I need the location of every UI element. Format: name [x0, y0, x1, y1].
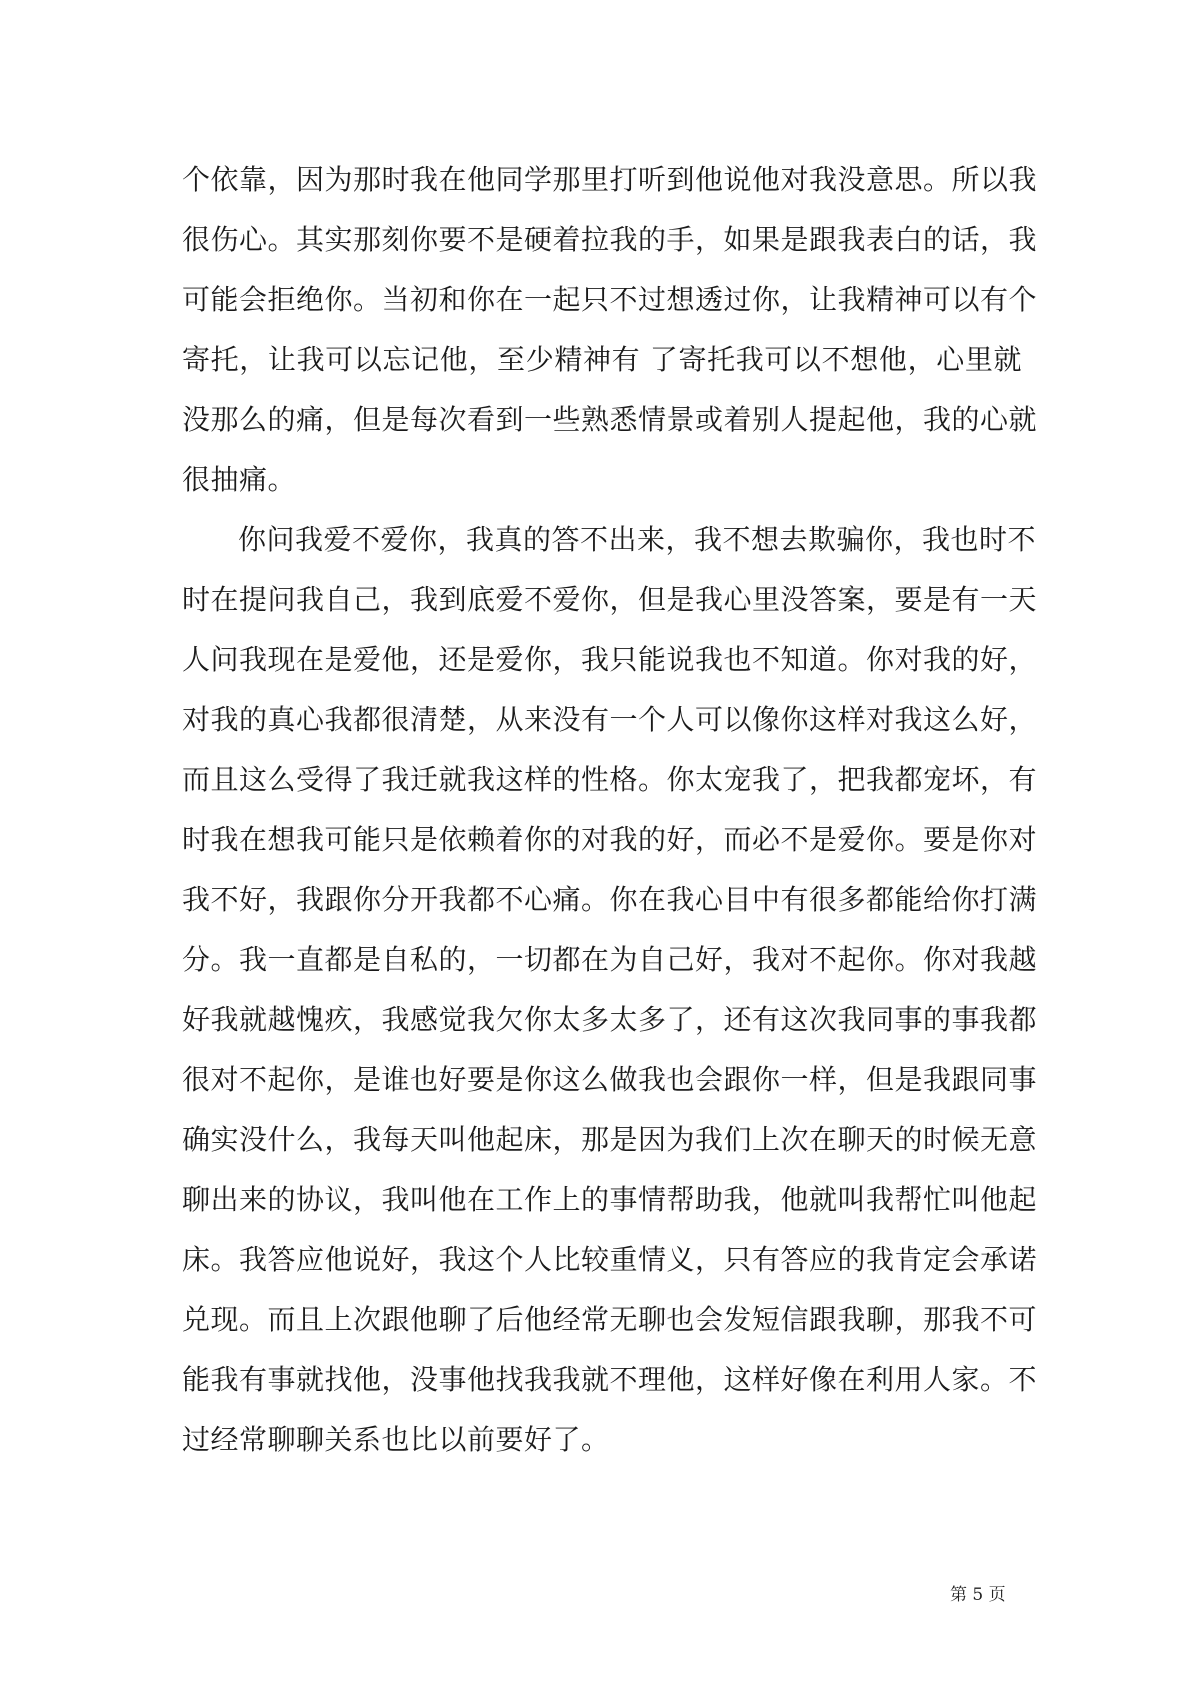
text-line: 好我就越愧疚，我感觉我欠你太多太多了，还有这次我同事的事我都: [182, 1003, 1038, 1036]
text-line: 个依靠，因为那时我在他同学那里打听到他说他对我没意思。所以我: [182, 163, 1038, 196]
text-line: 床。我答应他说好，我这个人比较重情义，只有答应的我肯定会承诺: [182, 1243, 1038, 1276]
text-line: 很抽痛。: [182, 463, 297, 496]
text-line: 过经常聊聊关系也比以前要好了。: [182, 1423, 610, 1456]
text-line: 人问我现在是爱他，还是爱你，我只能说我也不知道。你对我的好，: [182, 643, 1038, 676]
paragraph-2: [182, 510, 1038, 1470]
text-line: 没那么的痛，但是每次看到一些熟悉情景或着别人提起他，我的心就: [182, 403, 1038, 436]
text-line: 你问我爱不爱你，我真的答不出来，我不想去欺骗你，我也时不: [238, 523, 1037, 556]
text-line: 时我在想我可能只是依赖着你的对我的好，而必不是爱你。要是你对: [182, 823, 1038, 856]
document-body: [182, 150, 1038, 1470]
text-line: 可能会拒绝你。当初和你在一起只不过想透过你，让我精神可以有个: [182, 283, 1038, 316]
text-line: 很对不起你，是谁也好要是你这么做我也会跟你一样，但是我跟同事: [182, 1063, 1038, 1096]
page-number: 第 5 页: [950, 1585, 1006, 1605]
text-line: 对我的真心我都很清楚，从来没有一个人可以像你这样对我这么好，: [182, 703, 1038, 736]
text-line: 而且这么受得了我迁就我这样的性格。你太宠我了，把我都宠坏，有: [182, 763, 1038, 796]
text-line: 时在提问我自己，我到底爱不爱你，但是我心里没答案，要是有一天: [182, 583, 1038, 616]
text-line: 确实没什么，我每天叫他起床，那是因为我们上次在聊天的时候无意: [182, 1123, 1038, 1156]
text-line: 分。我一直都是自私的，一切都在为自己好，我对不起你。你对我越: [182, 943, 1038, 976]
text-line: 能我有事就找他，没事他找我我就不理他，这样好像在利用人家。不: [182, 1363, 1038, 1396]
text-line: 兑现。而且上次跟他聊了后他经常无聊也会发短信跟我聊，那我不可: [182, 1303, 1038, 1336]
text-line: 寄托，让我可以忘记他，至少精神有 了寄托我可以不想他，心里就: [182, 343, 1022, 376]
text-line: 我不好，我跟你分开我都不心痛。你在我心目中有很多都能给你打满: [182, 883, 1038, 916]
text-line: 很伤心。其实那刻你要不是硬着拉我的手，如果是跟我表白的话，我: [182, 223, 1038, 256]
text-line: 聊出来的协议，我叫他在工作上的事情帮助我，他就叫我帮忙叫他起: [182, 1183, 1038, 1216]
paragraph-1: [182, 150, 1038, 510]
